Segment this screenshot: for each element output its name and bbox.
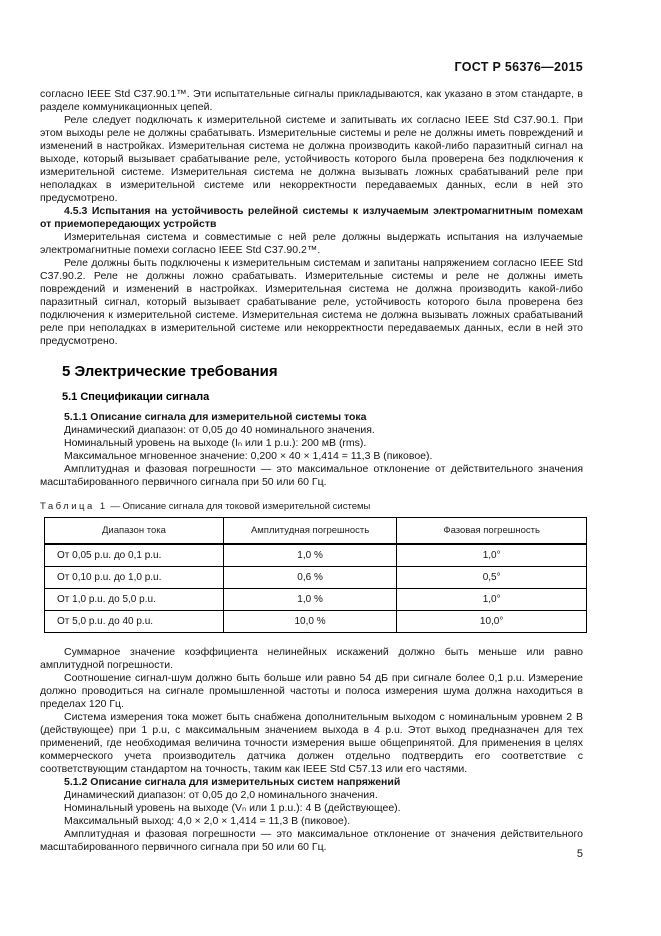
spec-max-instant-value: Максимальное мгновенное значение: 0,200 × 40 × 1,414 = 11,3 В (пиковое). bbox=[64, 450, 433, 462]
cell-amplitude: 1,0 % bbox=[223, 589, 396, 611]
cell-range: От 0,10 p.u. до 1,0 p.u. bbox=[45, 567, 224, 589]
current-signal-table bbox=[44, 517, 587, 633]
cell-range: От 0,05 p.u. до 0,1 p.u. bbox=[45, 544, 224, 567]
paragraph-emc-tests: Измерительная система и совместимые с ней реле должны выдержать испытания на излучаемые электромагнитные помехи согласно IEEE Std C37.90.2™. bbox=[40, 231, 583, 256]
paragraph-additional-output: Система измерения тока может быть снабжена дополнительным выходом с номинальным уровнем 2 В (действующее) при 1 p.u, с максимальным значением выхода в 4 p.u. Этот выход предназначен для тех применений, где необходимая величина точности измерения выше общепринятой. Для применения в целях коммерческого учета производитель датчика должен отдельно подтвердить его соответствие с соответствующим стандартом на точность, таким как IEEE Std C57.13 или его частями. bbox=[40, 711, 583, 775]
cell-phase: 10,0° bbox=[397, 611, 587, 633]
heading-5-1-2-voltage-signal: 5.1.2 Описание сигнала для измерительных систем напряжений bbox=[64, 776, 401, 788]
cell-phase: 1,0° bbox=[397, 589, 587, 611]
column-header-current-range: Диапазон тока bbox=[45, 518, 224, 545]
paragraph-relay-c37-90-1: Реле следует подключать к измерительной системе и запитывать их согласно IEEE Std C37.90.1. При этом выходы реле не должны срабатывать. Измерительные системы и реле не должны иметь повреждений и изменений в настройках. Измерительная система не должна производить какой-либо паразитный сигнал на выходе, который вызывает срабатывание реле, устойчивость которого была проверена без подключения к измерительной системе. Измерительная система не должна вызывать ложных срабатываний реле при неполадках в измерительной системе или некорректности передаваемых данных, если в ней это предусмотрено. bbox=[40, 114, 583, 204]
column-header-amplitude-error: Амплитудная погрешность bbox=[223, 518, 396, 545]
cell-phase: 0,5° bbox=[397, 567, 587, 589]
table-row bbox=[45, 611, 587, 633]
paragraph-thd: Суммарное значение коэффициента нелинейных искажений должно быть меньше или равно амплитудной погрешности. bbox=[40, 646, 583, 671]
spec-nominal-level-voltage: Номинальный уровень на выходе (Vₙ или 1 p.u.): 4 В (действующее). bbox=[64, 802, 401, 814]
table-caption-text: — Описание сигнала для токовой измерительной системы bbox=[110, 501, 371, 512]
paragraph-amplitude-phase-error-current: Амплитудная и фазовая погрешности — это максимальное отклонение от действительного значения масштабированного первичного сигнала при 50 или 60 Гц. bbox=[40, 463, 583, 488]
heading-5-electrical-requirements: 5 Электрические требования bbox=[62, 363, 278, 380]
paragraph-relay-c37-90-2: Реле должны быть подключены к измерительным системам и запитаны напряжением согласно IEEE Std C37.90.2. Реле не должны ложно срабатывать. Измерительные системы и реле не должны иметь повреждений и изменений в настройках. Измерительная система не должна производить какой-либо паразитный сигнал, который вызывает срабатывание реле, устойчивость которого была проверена без подключения к измерительной системе. Измерительная система не должна вызывать ложных срабатываний реле при неполадках в измерительной системе или некорректности передаваемых данных, если в ней это предусмотрено. bbox=[40, 257, 583, 347]
cell-range: От 1,0 p.u. до 5,0 p.u. bbox=[45, 589, 224, 611]
table-caption bbox=[40, 500, 583, 513]
spec-dynamic-range-voltage: Динамический диапазон: от 0,05 до 2,0 номинального значения. bbox=[64, 789, 378, 801]
document-body bbox=[40, 88, 583, 854]
heading-4-5-3: 4.5.3 Испытания на устойчивость релейной системы к излучаемым электромагнитным помехам от приемопередающих устройств bbox=[40, 205, 583, 230]
running-header: ГОСТ Р 56376—2015 bbox=[454, 60, 583, 74]
cell-phase: 1,0° bbox=[397, 544, 587, 567]
table-header-row bbox=[45, 518, 587, 545]
cell-range: От 5,0 p.u. до 40 p.u. bbox=[45, 611, 224, 633]
cell-amplitude: 0,6 % bbox=[223, 567, 396, 589]
table-row bbox=[45, 544, 587, 567]
paragraph-continuation: согласно IEEE Std C37.90.1™. Эти испытательные сигналы прикладываются, как указано в этом стандарте, в разделе коммуникационных цепей. bbox=[40, 88, 583, 113]
table-caption-label: Таблица 1 bbox=[40, 501, 108, 512]
spec-nominal-level-current: Номинальный уровень на выходе (Iₙ или 1 p.u.): 200 мВ (rms). bbox=[64, 437, 367, 449]
spec-dynamic-range-current: Динамический диапазон: от 0,05 до 40 номинального значения. bbox=[64, 424, 375, 436]
cell-amplitude: 1,0 % bbox=[223, 544, 396, 567]
column-header-phase-error: Фазовая погрешность bbox=[397, 518, 587, 545]
paragraph-amplitude-phase-error-voltage: Амплитудная и фазовая погрешности — это максимальное отклонение от значения действительного масштабированного первичного сигнала при 50 или 60 Гц. bbox=[40, 828, 583, 853]
heading-5-1-1-current-signal: 5.1.1 Описание сигнала для измерительной системы тока bbox=[64, 411, 367, 423]
spec-max-output-voltage: Максимальный выход: 4,0 × 2,0 × 1,414 = 11,3 В (пиковое). bbox=[64, 815, 351, 827]
table-row bbox=[45, 589, 587, 611]
heading-5-1-signal-specs: 5.1 Спецификации сигнала bbox=[62, 391, 210, 403]
page-number: 5 bbox=[576, 848, 583, 860]
table-row bbox=[45, 567, 587, 589]
cell-amplitude: 10,0 % bbox=[223, 611, 396, 633]
paragraph-snr: Соотношение сигнал-шум должно быть больше или равно 54 дБ при сигнале более 0,1 p.u. Измерение должно проводиться на сигнале промышленной частоты и полоса измерения шума должна находиться в пределах 120 Гц. bbox=[40, 672, 583, 710]
